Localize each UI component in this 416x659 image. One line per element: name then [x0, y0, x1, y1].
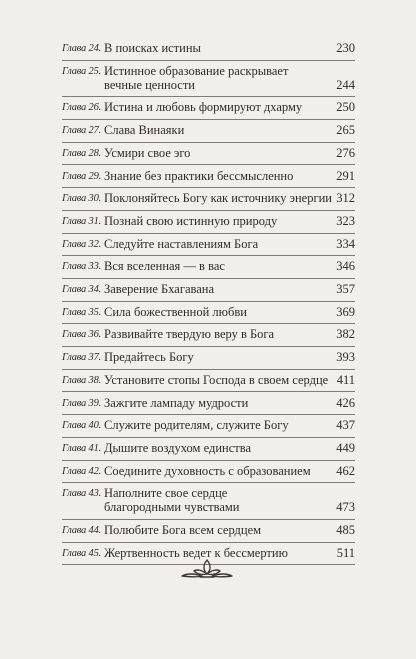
toc-entry	[0, 258, 416, 281]
divider	[62, 119, 355, 120]
chapter-page-number: 276	[336, 145, 355, 160]
chapter-label: Глава 29.	[62, 170, 102, 182]
chapter-label: Глава 30.	[62, 193, 102, 205]
chapter-page-number: 462	[336, 463, 355, 478]
chapter-label: Глава 40.	[62, 420, 102, 432]
chapter-title: Следуйте наставлениям Бога	[104, 236, 259, 251]
chapter-label: Глава 39.	[62, 397, 102, 409]
chapter-title: Развивайте твердую веру в Бога	[104, 327, 275, 342]
divider	[62, 482, 355, 483]
chapter-page-number: 323	[336, 213, 355, 228]
chapter-title: Дышите воздухом единства	[104, 440, 252, 455]
chapter-label: Глава 36.	[62, 329, 102, 341]
chapter-page-number: 382	[336, 327, 355, 342]
toc-entry	[0, 40, 416, 63]
chapter-title: Полюбите Бога всем сердцем	[104, 523, 262, 537]
chapter-label: Глава 45.	[62, 547, 102, 559]
toc-entry	[0, 440, 416, 463]
chapter-title: Соедините духовность с образованием	[104, 463, 311, 478]
chapter-label: Глава 37.	[62, 352, 102, 364]
chapter-title: Установите стопы Господа в своем сердце	[104, 372, 329, 387]
toc-entry	[0, 485, 416, 522]
toc-entry	[0, 304, 416, 327]
divider	[62, 460, 355, 461]
chapter-label: Глава 35.	[62, 306, 102, 318]
toc-entry	[0, 281, 416, 304]
chapter-title: Слава Винаяки	[104, 123, 185, 138]
chapter-page-number: 369	[336, 304, 355, 319]
divider	[62, 323, 355, 324]
divider	[62, 164, 355, 165]
chapter-label: Глава 32.	[62, 238, 102, 250]
toc-entry	[0, 349, 416, 372]
chapter-title: Истинное образование раскрывает	[104, 63, 289, 78]
chapter-label: Глава 43.	[62, 488, 102, 500]
divider	[62, 519, 355, 520]
chapter-title: Познай свою истинную природу	[104, 213, 278, 228]
chapter-title: Служите родителям, служите Богу	[104, 418, 289, 433]
chapter-title: благородными чувствами	[104, 500, 240, 515]
divider	[62, 142, 355, 143]
chapter-title: Истина и любовь формируют дхарму	[104, 100, 303, 115]
toc-entry	[0, 522, 416, 545]
divider	[62, 391, 355, 392]
chapter-page-number: 411	[336, 372, 355, 387]
chapter-page-number: 511	[336, 545, 355, 560]
chapter-label: Глава 24.	[62, 43, 102, 54]
chapter-label: Глава 38.	[62, 374, 102, 386]
chapter-page-number: 265	[336, 123, 355, 138]
chapter-title: Усмири свое эго	[104, 145, 191, 160]
chapter-page-number: 291	[336, 168, 355, 183]
chapter-title: Наполните свое сердце	[104, 486, 228, 501]
chapter-label: Глава 34.	[62, 284, 102, 295]
chapter-page-number: 449	[336, 440, 355, 455]
toc-entry	[0, 99, 416, 122]
chapter-label: Глава 44.	[62, 525, 102, 536]
divider	[62, 210, 355, 211]
lotus-ornament-icon	[178, 558, 236, 580]
chapter-page-number: 250	[336, 100, 355, 115]
chapter-label: Глава 33.	[62, 261, 102, 273]
chapter-page-number: 346	[336, 259, 355, 274]
chapter-title: Знание без практики бессмысленно	[104, 168, 294, 183]
chapter-label: Глава 25.	[62, 65, 102, 77]
toc-entry	[0, 122, 416, 145]
chapter-page-number: 312	[336, 191, 355, 206]
divider	[62, 255, 355, 256]
divider	[62, 437, 355, 438]
chapter-page-number: 334	[336, 236, 355, 251]
toc-entry	[0, 236, 416, 259]
toc-entry	[0, 168, 416, 191]
chapter-label: Глава 27.	[62, 125, 102, 137]
chapter-page-number: 230	[336, 41, 355, 55]
divider	[62, 301, 355, 302]
chapter-label: Глава 31.	[62, 215, 102, 227]
divider	[62, 414, 355, 415]
chapter-title: Сила божественной любви	[104, 304, 247, 319]
divider	[62, 346, 355, 347]
chapter-page-number: 393	[336, 350, 355, 365]
chapter-page-number: 426	[336, 395, 355, 410]
chapter-title: Предайтесь Богу	[104, 350, 194, 365]
toc-entry	[0, 63, 416, 100]
divider	[62, 60, 355, 61]
chapter-title: Поклоняйтесь Богу как источнику энергии	[104, 191, 332, 206]
chapter-label: Глава 42.	[62, 465, 102, 477]
divider	[62, 187, 355, 188]
chapter-label: Глава 28.	[62, 147, 102, 159]
chapter-label: Глава 26.	[62, 102, 102, 114]
chapter-title: вечные ценности	[104, 77, 195, 92]
toc-entry	[0, 463, 416, 486]
toc-entry	[0, 190, 416, 213]
toc-entry	[0, 372, 416, 395]
chapter-page-number: 244	[336, 77, 355, 92]
toc-entry	[0, 213, 416, 236]
toc-entry	[0, 395, 416, 418]
chapter-page-number: 485	[336, 523, 355, 537]
divider	[62, 278, 355, 279]
chapter-title: Жертвенность ведет к бессмертию	[104, 545, 288, 560]
chapter-title: В поисках истины	[104, 41, 201, 55]
divider	[62, 369, 355, 370]
chapter-title: Заверение Бхагавана	[104, 282, 215, 296]
toc-entry	[0, 326, 416, 349]
chapter-page-number: 437	[336, 418, 355, 433]
chapter-page-number: 357	[336, 282, 355, 296]
divider	[62, 233, 355, 234]
chapter-page-number: 473	[336, 500, 355, 515]
chapter-title: Вся вселенная — в вас	[104, 259, 225, 274]
divider	[62, 96, 355, 97]
divider	[62, 542, 355, 543]
chapter-label: Глава 41.	[62, 442, 102, 454]
toc-entry	[0, 417, 416, 440]
toc-entry	[0, 145, 416, 168]
chapter-title: Зажгите лампаду мудрости	[104, 395, 249, 410]
